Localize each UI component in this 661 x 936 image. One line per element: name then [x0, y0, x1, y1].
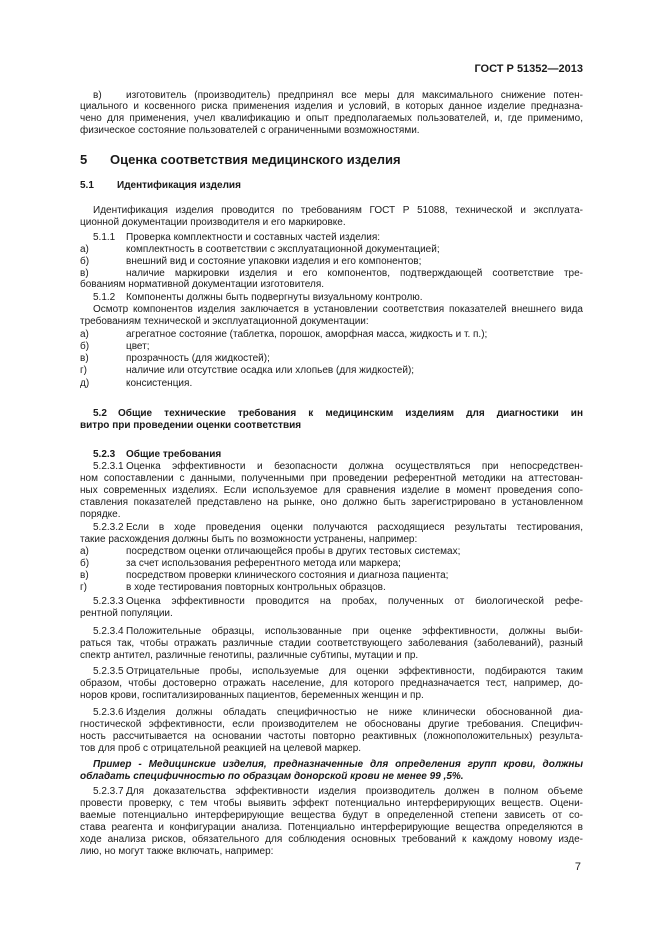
text-line: такие расхождения должны быть по возможности устранены, например: — [80, 534, 418, 545]
text-line: порядке. — [80, 509, 121, 520]
text-line: посредством оценки отличающейся пробы в других тестовых системах; — [126, 546, 461, 557]
text-line: изготовитель (производитель) предпринял все меры для максимального снижение потен- — [126, 90, 583, 101]
text-line: Пример - Медицинские изделия, предназначенные для определения групп крови, должны — [93, 759, 583, 770]
text-line: ность рассчитывается на основании частоты повторно реактивных (ложноположительных) результа- — [80, 731, 583, 742]
text-line: Идентификация изделия проводится по требованиям ГОСТ Р 51088, технической и эксплуата- — [93, 205, 583, 216]
item-marker: в) — [80, 268, 89, 279]
text-line: наличие или отсутствие осадка или хлопьев (для жидкостей); — [126, 365, 415, 376]
item-marker: а) — [80, 329, 89, 340]
text-line: ных современных изделиях. Если используемое для сравнения изделие в момент проведения сопо- — [80, 485, 583, 496]
item-marker: 5.2.3.1 — [93, 461, 124, 472]
text-line: циального и косвенного риска применения изделия и условий, в которых данное изделие предназна- — [80, 101, 583, 112]
text-line: ном сопоставлении с данными, полученными при проведении референтной методики на аттестован- — [80, 473, 583, 484]
item-marker: 5.1 — [80, 180, 94, 191]
item-marker: б) — [80, 341, 90, 352]
text-line: внешний вид и состояние упаковки изделия и его компонентов; — [126, 256, 422, 267]
text-line: тов для проб с отрицательной реакцией на целевой маркер. — [80, 743, 362, 754]
text-line: ходе анализа рисков, обязательного для соблюдения основных требований к каждому новому изде- — [80, 834, 583, 845]
text-line: цвет; — [126, 341, 150, 352]
text-line: прозрачность (для жидкостей); — [126, 353, 270, 364]
text-line: в ходе тестирования повторных контрольных образцов. — [126, 582, 386, 593]
item-marker: в) — [80, 353, 89, 364]
text-line: ционной документации производителя и его маркировке. — [80, 217, 346, 228]
text-line: ставления показателей представлено на рынке, оно должно быть зарегистрировано в установленном — [80, 497, 583, 508]
text-line: образом, чтобы достоверно отражать население, для которого предназначается тест, например, до- — [80, 678, 583, 689]
text-line: бованиям нормативной документации изготовителя. — [80, 279, 325, 290]
item-marker: 5.2.3.3 — [93, 596, 124, 607]
text-line: посредством проверки клинического состояния и диагноза пациента; — [126, 570, 449, 581]
text-line: требованиям технической и эксплуатационной документации: — [80, 316, 369, 327]
text-line: за счет использования референтного метода или маркера; — [126, 558, 401, 569]
text-line: става реагента и конфигурации анализа. Потенциально интерферирующие вещества определяются в — [80, 822, 583, 833]
item-marker: в) — [93, 90, 102, 101]
text-line: Оценка эффективности и безопасности должна осуществляться при непосредствен- — [126, 461, 583, 472]
text-line: Для доказательства эффективности изделия производитель должен в полном объеме — [126, 786, 583, 797]
text-line: наличие маркировки изделия и его компонентов, подтверждающей соответствие тре- — [126, 268, 583, 279]
text-line: Отрицательные пробы, используемые для оценки эффективности, подбираются таким — [126, 666, 583, 677]
text-line: Положительные образцы, использованные при оценке эффективности, должны выби- — [126, 626, 583, 637]
text-line: Если в ходе проведения оценки получаются расходящиеся результаты тестирования, — [126, 522, 583, 533]
item-marker: 5.2 — [93, 408, 107, 419]
item-marker: 5.1.1 — [93, 232, 116, 243]
item-marker: 5.2.3.7 — [93, 786, 124, 797]
section-heading-line: Общие технические требования к медицинским изделиям для диагностики ин — [118, 408, 583, 419]
text-line: Проверка комплектности и составных частей изделия: — [126, 232, 381, 243]
item-marker: 5.2.3.5 — [93, 666, 124, 677]
text-line: обладать специфичностью по образцам донорской крови не менее 99 ,5%. — [80, 771, 464, 782]
item-marker: а) — [80, 546, 89, 557]
section-heading-line: Оценка соответствия медицинского изделия — [110, 152, 401, 167]
item-marker: д) — [80, 378, 90, 389]
item-marker: б) — [80, 558, 90, 569]
text-line: провести проверку, с тем чтобы выявить эффект потенциально интерферирующих веществ. Оцени- — [80, 798, 583, 809]
item-marker: 5.1.2 — [93, 292, 116, 303]
text-line: консистенция. — [126, 378, 193, 389]
text-line: физическое состояние пользователей с ограниченными возможностями. — [80, 125, 420, 136]
item-marker: в) — [80, 570, 89, 581]
section-heading-line: Идентификация изделия — [117, 180, 241, 191]
text-line: раться так, чтобы отражать различные стадии соответствующего заболевания (заболеваний), разный — [80, 638, 583, 649]
text-line: комплектность в соответствии с эксплуатационной документацией; — [126, 244, 440, 255]
text-line: Изделия должны обладать специфичностью не ниже клинически обоснованной диа- — [126, 707, 583, 718]
text-line: норов крови, госпитализированных пациентов, беременных женщин и пр. — [80, 690, 424, 701]
text-line: Осмотр компонентов изделия заключается в установлении соответствия показателей внешнего вида — [93, 304, 583, 315]
section-heading-line: Общие требования — [126, 449, 222, 460]
item-marker: 5.2.3.2 — [93, 522, 124, 533]
item-marker: 5.2.3 — [93, 449, 116, 460]
item-marker: 5.2.3.6 — [93, 707, 124, 718]
text-line: агрегатное состояние (таблетка, порошок, аморфная масса, жидкость и т. п.); — [126, 329, 488, 340]
section-heading-line: витро при проведении оценки соответствия — [80, 420, 302, 431]
text-line: ваемые потенциально интерферирующие вещества будут в определенной степени зависеть от со- — [80, 810, 583, 821]
text-line: Компоненты должны быть подвергнуты визуальному контролю. — [126, 292, 423, 303]
item-marker: г) — [80, 365, 87, 376]
text-line: лию, но могут также включать, например: — [80, 846, 274, 857]
item-marker: а) — [80, 244, 89, 255]
text-line: Оценка эффективности проводится на пробах, полученных от биологической рефе- — [126, 596, 583, 607]
text-line: спектр антител, различные генотипы, различные субтипы, мутации и пр. — [80, 650, 419, 661]
item-marker: б) — [80, 256, 90, 267]
item-marker: 5.2.3.4 — [93, 626, 124, 637]
document-code-header: ГОСТ Р 51352—2013 — [474, 63, 583, 75]
text-line: гностической эффективности, если производителем не обоснованы другие требования. Специфич- — [80, 719, 583, 730]
item-marker: 5 — [80, 152, 88, 167]
text-line: рентной популяции. — [80, 608, 173, 619]
page-number: 7 — [574, 861, 581, 873]
text-line: чено для применения, учел квалификацию и опыт предполагаемых пользователей, и, где применимо, — [80, 113, 583, 124]
item-marker: г) — [80, 582, 87, 593]
